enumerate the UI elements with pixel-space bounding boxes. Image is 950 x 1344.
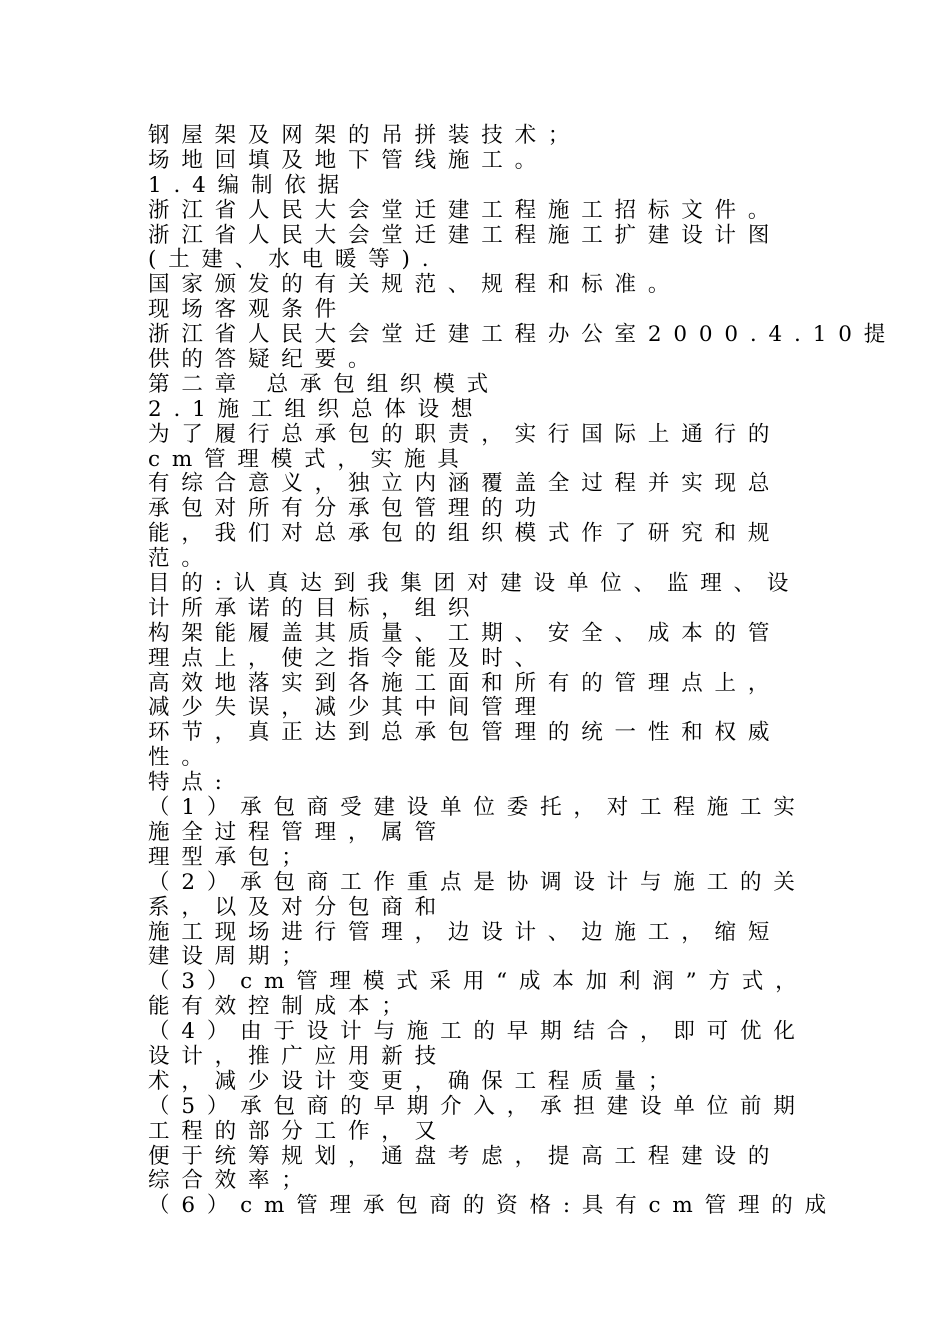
list-item: （5）承包商的早期介入，承担建设单位前期 — [148, 1093, 807, 1119]
list-item: （2）承包商工作重点是协调设计与施工的关 — [148, 869, 807, 895]
text-line: 浙江省人民大会堂迁建工程施工扩建设计图 — [148, 222, 782, 248]
text-line: 能，我们对总承包的组织模式作了研究和规 — [148, 521, 782, 547]
text-line: 工程的部分工作，又 — [148, 1118, 448, 1144]
document-body — [148, 123, 898, 1219]
list-item: （4）由于设计与施工的早期结合，即可优化 — [148, 1019, 807, 1045]
text-line: 浙江省人民大会堂迁建工程办公室2000.4.10提 — [148, 322, 898, 348]
text-line: 理点上，使之指令能及时、 — [148, 645, 548, 671]
text-line: 特点: — [148, 770, 234, 796]
list-item: （3）cm管理模式采用“成本加利润”方式， — [148, 969, 809, 995]
section-heading: 1.4编制依据 — [148, 172, 351, 198]
text-line: 构架能履盖其质量、工期、安全、成本的管 — [148, 620, 782, 646]
text-line: 减少失误，减少其中间管理 — [148, 695, 548, 721]
list-item: （1）承包商受建设单位委托，对工程施工实 — [148, 795, 807, 821]
text-line: (土建、水电暖等). — [148, 247, 441, 273]
text-line: 场地回填及地下管线施工。 — [148, 147, 548, 173]
text-line: 计所承诺的目标，组织 — [148, 595, 482, 621]
text-line: 设计，推广应用新技 — [148, 1043, 448, 1069]
text-line: 施全过程管理，属管 — [148, 819, 448, 845]
text-line: 性。 — [148, 745, 215, 771]
text-line: 高效地落实到各施工面和所有的管理点上， — [148, 670, 782, 696]
text-line: 目的:认真达到我集团对建设单位、监理、设 — [148, 571, 801, 597]
text-line: 能有效控制成本； — [148, 994, 415, 1020]
text-line: cm管理模式，实施具 — [148, 446, 471, 472]
text-line: 范。 — [148, 546, 215, 572]
text-line: 施工现场进行管理，边设计、边施工，缩短 — [148, 919, 782, 945]
text-line: 综合效率； — [148, 1168, 315, 1194]
text-line: 承包对所有分承包管理的功 — [148, 496, 548, 522]
text-line: 便于统筹规划，通盘考虑，提高工程建设的 — [148, 1143, 782, 1169]
text-line: 建设周期； — [148, 944, 315, 970]
text-line: 理型承包； — [148, 844, 315, 870]
text-line: 供的答疑纪要。 — [148, 347, 382, 373]
text-line: 为了履行总承包的职责，实行国际上通行的 — [148, 421, 782, 447]
text-line: 环节，真正达到总承包管理的统一性和权威 — [148, 720, 782, 746]
section-heading: 2.1施工组织总体设想 — [148, 396, 485, 422]
text-line: 系，以及对分包商和 — [148, 894, 448, 920]
text-line: 钢屋架及网架的吊拼装技术； — [148, 123, 582, 148]
list-item: （6）cm管理承包商的资格:具有cm管理的成 — [148, 1193, 838, 1219]
text-line: 现场客观条件 — [148, 297, 348, 323]
text-line: 有综合意义，独立内涵覆盖全过程并实现总 — [148, 471, 782, 497]
text-line: 术，减少设计变更，确保工程质量； — [148, 1068, 682, 1094]
text-line: 浙江省人民大会堂迁建工程施工招标文件。 — [148, 197, 782, 223]
text-line: 国家颁发的有关规范、规程和标准。 — [148, 272, 682, 298]
chapter-heading: 第二章 总承包组织模式 — [148, 371, 500, 397]
